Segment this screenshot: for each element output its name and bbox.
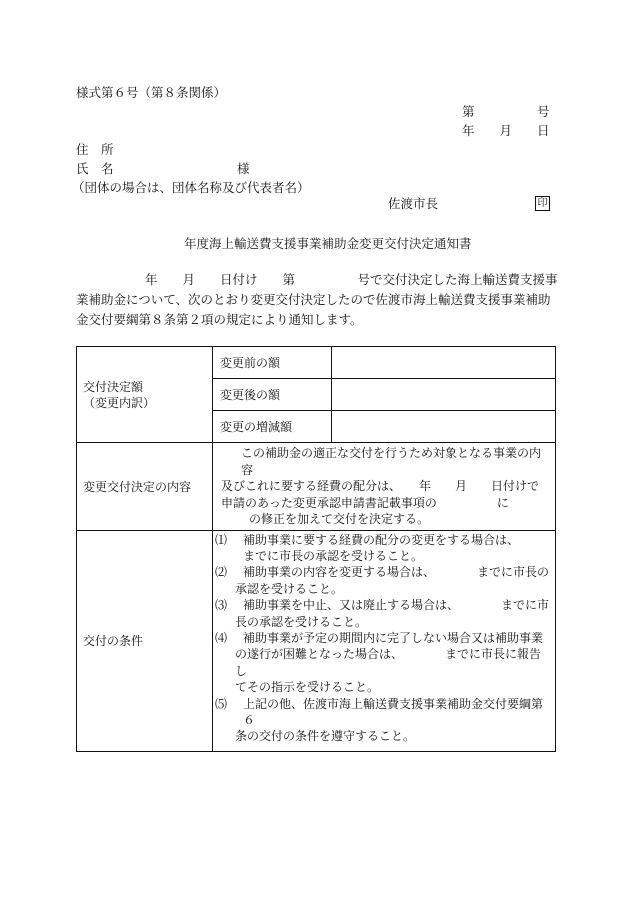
body-line-3: 金交付要綱第８条第２項の規定により通知します。 bbox=[76, 312, 363, 327]
body-line-2: 業補助金について、次のとおり変更交付決定したので佐渡市海上輸送費支援事業補助 bbox=[76, 292, 551, 307]
address-label: 住 所 bbox=[76, 142, 114, 157]
issuer-title: 佐渡市長 bbox=[388, 196, 439, 211]
condition-item: ⑸ 上記の他、佐渡市海上輸送費支援事業補助金交付要綱第６ 条の交付の条件を遵守すること。 bbox=[215, 696, 544, 744]
condition-number: ⑷ bbox=[215, 630, 228, 645]
seal-stamp: 印 bbox=[535, 196, 550, 211]
honorific: 様 bbox=[237, 161, 250, 176]
condition-item: ⑴ 補助事業に要する経費の配分の変更をする場合は、 までに市長の承認を受けること。 bbox=[215, 532, 520, 563]
after-amount-label: 変更後の額 bbox=[213, 379, 332, 411]
document-title: 年度海上輸送費支援事業補助金変更交付決定通知書 bbox=[184, 236, 472, 251]
conditions-label: 交付の条件 bbox=[77, 530, 213, 751]
decision-table bbox=[76, 346, 556, 752]
name-label: 氏 名 bbox=[76, 161, 114, 176]
table-row bbox=[77, 347, 556, 379]
organization-note: （団体の場合は、団体名称及び代表者名） bbox=[72, 180, 310, 195]
condition-number: ⑵ bbox=[215, 565, 228, 580]
content-cell bbox=[213, 443, 556, 531]
form-reference: 様式第６号（第８条関係） bbox=[76, 85, 227, 100]
condition-item: ⑵ 補助事業の内容を変更する場合は、 までに市長の 承認を受けること。 bbox=[215, 565, 550, 596]
content-label: 変更交付決定の内容 bbox=[77, 443, 213, 531]
condition-item: ⑶ 補助事業を中止、又は廃止する場合は、 までに市 長の承認を受けること。 bbox=[215, 598, 550, 629]
content-line: の修正を加えて交付を決定する。 bbox=[249, 512, 430, 526]
amount-sublabel: （変更内訳） bbox=[83, 395, 156, 410]
condition-number: ⑶ bbox=[215, 598, 228, 613]
condition-item: ⑷ 補助事業が予定の期間内に完了しない場合又は補助事業 の遂行が困難となった場合は、 までに市長に報告し てその指示を受けること。 bbox=[215, 630, 544, 695]
amount-label: 交付決定額 bbox=[83, 379, 144, 394]
before-amount-value bbox=[332, 347, 556, 379]
conditions-cell bbox=[213, 530, 556, 751]
content-line: 及びこれに要する経費の配分は、 年 月 日付けで bbox=[221, 479, 540, 493]
table-row bbox=[77, 443, 556, 531]
body-line-1: 年 月 日付け 第 号で交付決定した海上輸送費支援事 bbox=[145, 272, 558, 287]
table-row bbox=[77, 530, 556, 751]
change-amount-value bbox=[332, 411, 556, 443]
content-line: 申請のあった変更承認申請書記載事項の に bbox=[221, 495, 509, 510]
document-number: 第 号 bbox=[462, 104, 550, 119]
condition-number: ⑴ bbox=[215, 532, 228, 547]
condition-number: ⑸ bbox=[215, 696, 228, 711]
content-line: この補助金の適正な交付を行うため対象となる事業の内容 bbox=[241, 446, 542, 477]
before-amount-label: 変更前の額 bbox=[213, 347, 332, 379]
amount-label-cell bbox=[77, 347, 213, 443]
after-amount-value bbox=[332, 379, 556, 411]
document-date: 年 月 日 bbox=[462, 123, 550, 138]
change-amount-label: 変更の増減額 bbox=[213, 411, 332, 443]
